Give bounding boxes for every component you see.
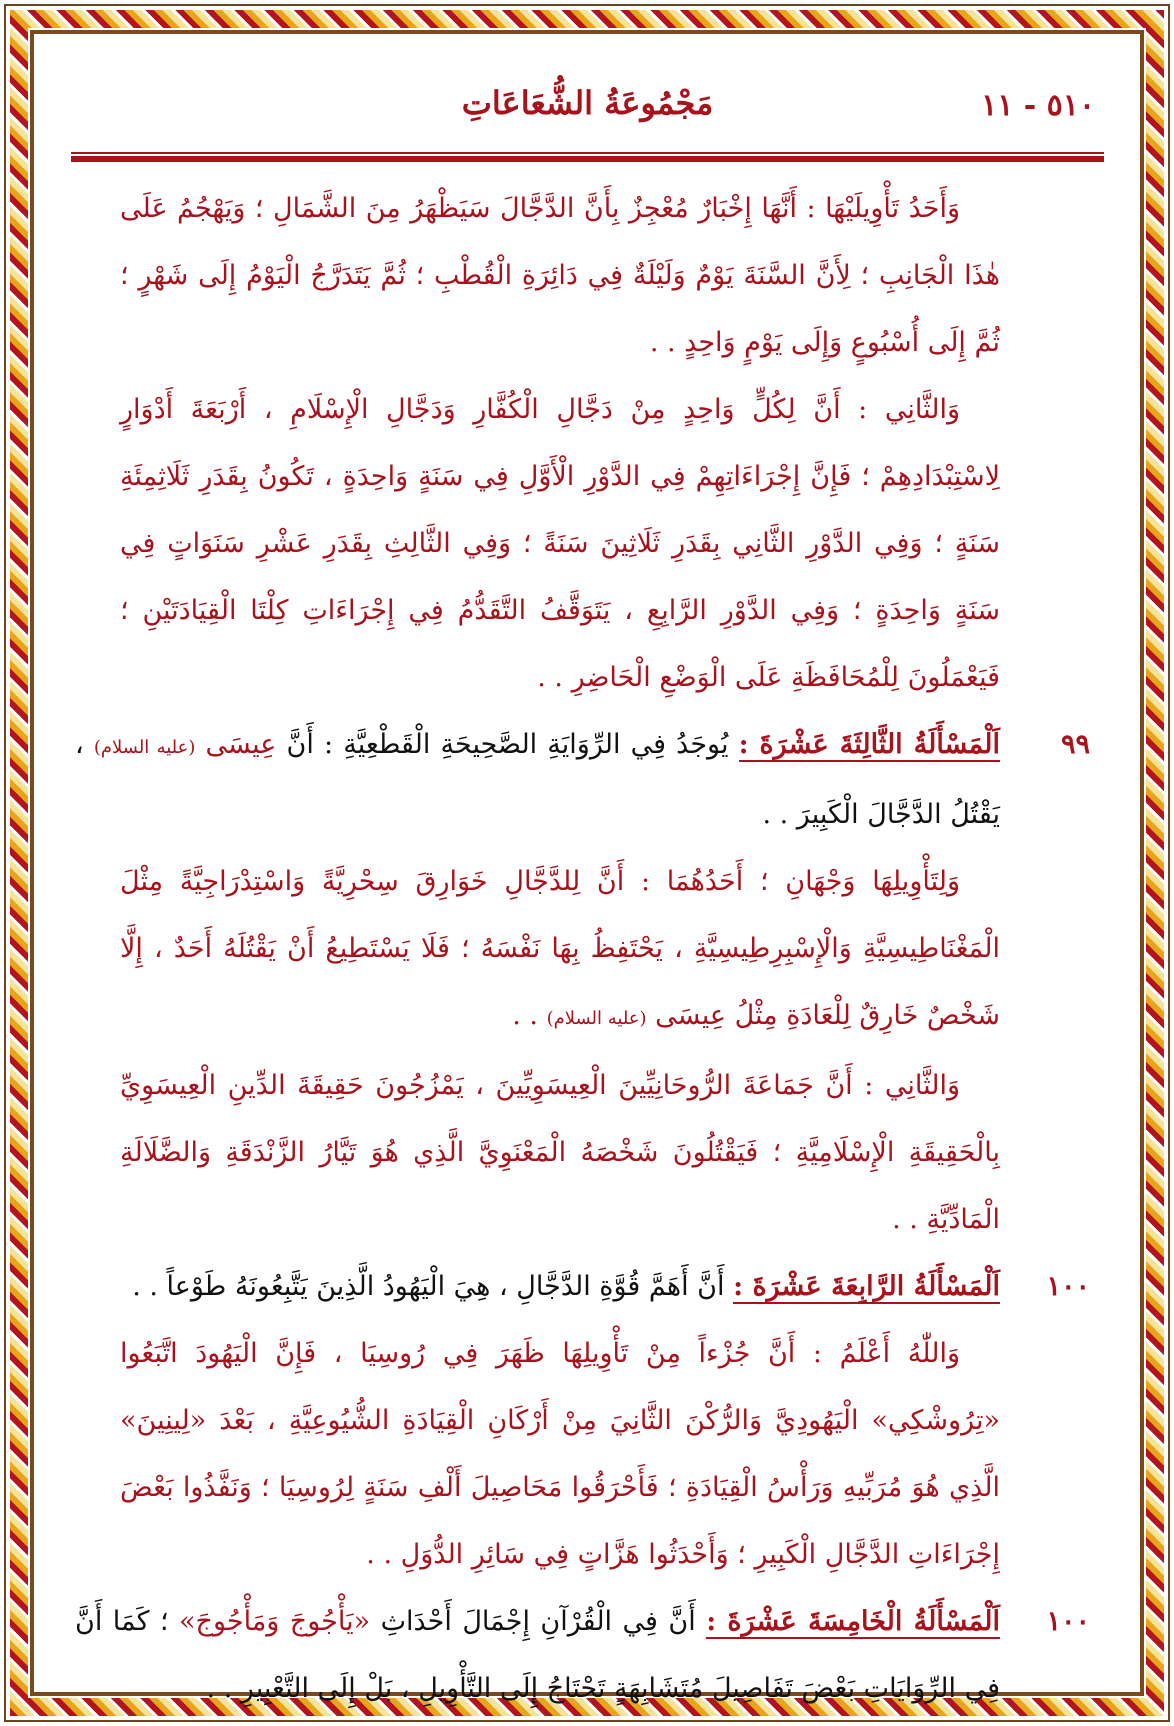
honorific: (عليه السلام) <box>546 1008 647 1029</box>
paragraph: وَالثَّانِي : أَنَّ جَمَاعَةَ الرُّوحَانِيِّينَ الْعِيسَوِيِّينَ ، يَمْزُجُونَ حَقِيقَةَ الدِّينِ الْعِيسَوِيِّ بِالْحَقِيقَةِ الْإِسْلَامِيَّةِ ؛ فَيَقْتُلُونَ شَخْصَهُ الْمَعْنَوِيَّ الَّذِي هُوَ تَيَّارُ الزَّنْدَقَةِ وَالضَّلَالَةِ الْمَادِّيَّةِ . . <box>120 1070 1000 1235</box>
item-number: ١٠٠ <box>1046 1271 1090 1302</box>
page-header <box>70 80 1105 140</box>
numbered-item <box>75 1588 1095 1722</box>
highlighted-name: «يَأْجُوجَ وَمَأْجُوجَ» <box>179 1606 371 1637</box>
paragraph-text: وَلِتَأْوِيلِهَا وَجْهَانِ ؛ أَحَدُهُمَا : أَنَّ لِلدَّجَّالِ خَوَارِقَ سِحْرِيَّةً وَاسْتِدْرَاجِيَّةً مِثْلَ الْمَغْنَاطِيسِيَّةِ وَالْإِسْبِرِطِيسِيَّةِ ، يَحْتَفِظُ بِهَا نَفْسَهُ ؛ فَلَا يَسْتَطِيعُ أَنْ يَقْتُلَهُ أَحَدٌ ، إِلَّا شَخْصٌ خَارِقٌ لِلْعَادَةِ مِثْلُ عِيسَى <box>120 866 1000 1031</box>
paragraph <box>120 848 1050 1052</box>
item-text: أَنَّ فِي الْقُرْآنِ إِجْمَالَ أَحْدَاثِ <box>370 1606 707 1637</box>
item-text: يُوجَدُ فِي الرِّوَايَةِ الصَّحِيحَةِ الْقَطْعِيَّةِ : أَنَّ <box>276 729 739 760</box>
page-number: ٥١٠ - ١١ <box>981 88 1095 123</box>
highlighted-name: عِيسَى <box>205 729 277 760</box>
page-body <box>75 175 1095 1722</box>
item-text: أَنَّ أَهَمَّ قُوَّةِ الدَّجَّالِ ، هِيَ الْيَهُودُ الَّذِينَ يَتَّبِعُونَهُ طَوْعاً . . <box>132 1271 734 1302</box>
paragraph: وَاللّٰهُ أَعْلَمُ : أَنَّ جُزْءاً مِنْ تَأْوِيلِهَا ظَهَرَ فِي رُوسِيَا ، فَإِنَّ الْيَهُودَ اتَّبَعُوا «تِرُوشْكِي» الْيَهُودِيَّ وَالرُّكْنَ الثَّانِيَ مِنْ أَرْكَانِ الْقِيَادَةِ الشُّيُوعِيَّةِ ، بَعْدَ «لِينِينَ» الَّذِي هُوَ مُرَبِّيهِ وَرَأْسُ الْقِيَادَةِ ؛ فَأَحْرَقُوا مَحَاصِيلَ أَلْفِ سَنَةٍ لِرُوسِيَا ؛ وَنَفَّذُوا بَعْضَ إِجْرَاءَاتِ الدَّجَّالِ الْكَبِيرِ ؛ وَأَحْدَثُوا هَزَّاتٍ فِي سَائِرِ الدُّوَلِ . . <box>120 1338 1000 1570</box>
item-heading: اَلْمَسْأَلَةُ الثَّالِثَةَ عَشْرَةَ : <box>738 729 1000 760</box>
paragraph-end: . . <box>512 1000 547 1031</box>
item-heading: اَلْمَسْأَلَةُ الْخَامِسَةَ عَشْرَةَ : <box>706 1606 1000 1637</box>
item-number: ١٠٠ <box>1046 1606 1090 1637</box>
item-heading: اَلْمَسْأَلَةُ الرَّابِعَةَ عَشْرَةَ : <box>733 1271 1000 1302</box>
header-rule-thick <box>71 156 1104 162</box>
item-text: ؛ كَمَا أَنَّ فِي الرِّوَايَاتِ بَعْضَ تَفَاصِيلَ مُتَشَابِهَةٍ تَحْتَاجُ إِلَى التَّأْوِيلِ ، بَلْ إِلَى التَّعْبِيرِ . . <box>75 1606 1000 1704</box>
item-text: ، يَقْتُلُ الدَّجَّالَ الْكَبِيرَ . . <box>75 729 1000 830</box>
item-number: ٩٩ <box>1060 729 1090 760</box>
paragraph: وَأَحَدُ تَأْوِيلَيْهَا : أَنَّهَا إِخْبَارٌ مُعْجِزٌ بِأَنَّ الدَّجَّالَ سَيَظْهَرُ مِنَ الشَّمَالِ ؛ وَيَهْجُمُ عَلَى هٰذَا الْجَانِبِ ؛ لِأَنَّ السَّنَةَ يَوْمٌ وَلَيْلَةٌ فِي دَائِرَةِ الْقُطْبِ ؛ ثُمَّ يَتَدَرَّجُ الْيَوْمُ إِلَى شَهْرٍ ؛ ثُمَّ إِلَى أُسْبُوعٍ وَإِلَى يَوْمٍ وَاحِدٍ . . <box>120 193 1000 358</box>
header-rule-thin <box>71 152 1104 154</box>
numbered-item <box>75 1253 1095 1320</box>
numbered-item <box>75 711 1095 848</box>
paragraph: وَالثَّانِي : أَنَّ لِكُلٍّ وَاحِدٍ مِنْ دَجَّالِ الْكُفَّارِ وَدَجَّالِ الْإِسْلَامِ ، أَرْبَعَةَ أَدْوَارٍ لِاسْتِبْدَادِهِمْ ؛ فَإِنَّ إِجْرَاءَاتِهِمْ فِي الدَّوْرِ الْأَوَّلِ فِي سَنَةٍ وَاحِدَةٍ ، تَكُونُ بِقَدَرِ ثَلَاثِمِئَةِ سَنَةٍ ؛ وَفِي الدَّوْرِ الثَّانِي بِقَدَرِ ثَلَاثِينَ سَنَةً ؛ وَفِي الثَّالِثِ بِقَدَرِ عَشْرِ سَنَوَاتٍ فِي سَنَةٍ وَاحِدَةٍ ؛ وَفِي الدَّوْرِ الرَّابِعِ ، يَتَوَقَّفُ التَّقَدُّمُ فِي إِجْرَاءَاتِ كِلْتَا الْقِيَادَتَيْنِ ؛ فَيَعْمَلُونَ لِلْمُحَافَظَةِ عَلَى الْوَضْعِ الْحَاضِرِ . . <box>120 394 1000 693</box>
honorific: (عليه السلام) <box>93 737 196 758</box>
book-title: مَجْمُوعَةُ الشُّعَاعَاتِ <box>461 84 714 122</box>
